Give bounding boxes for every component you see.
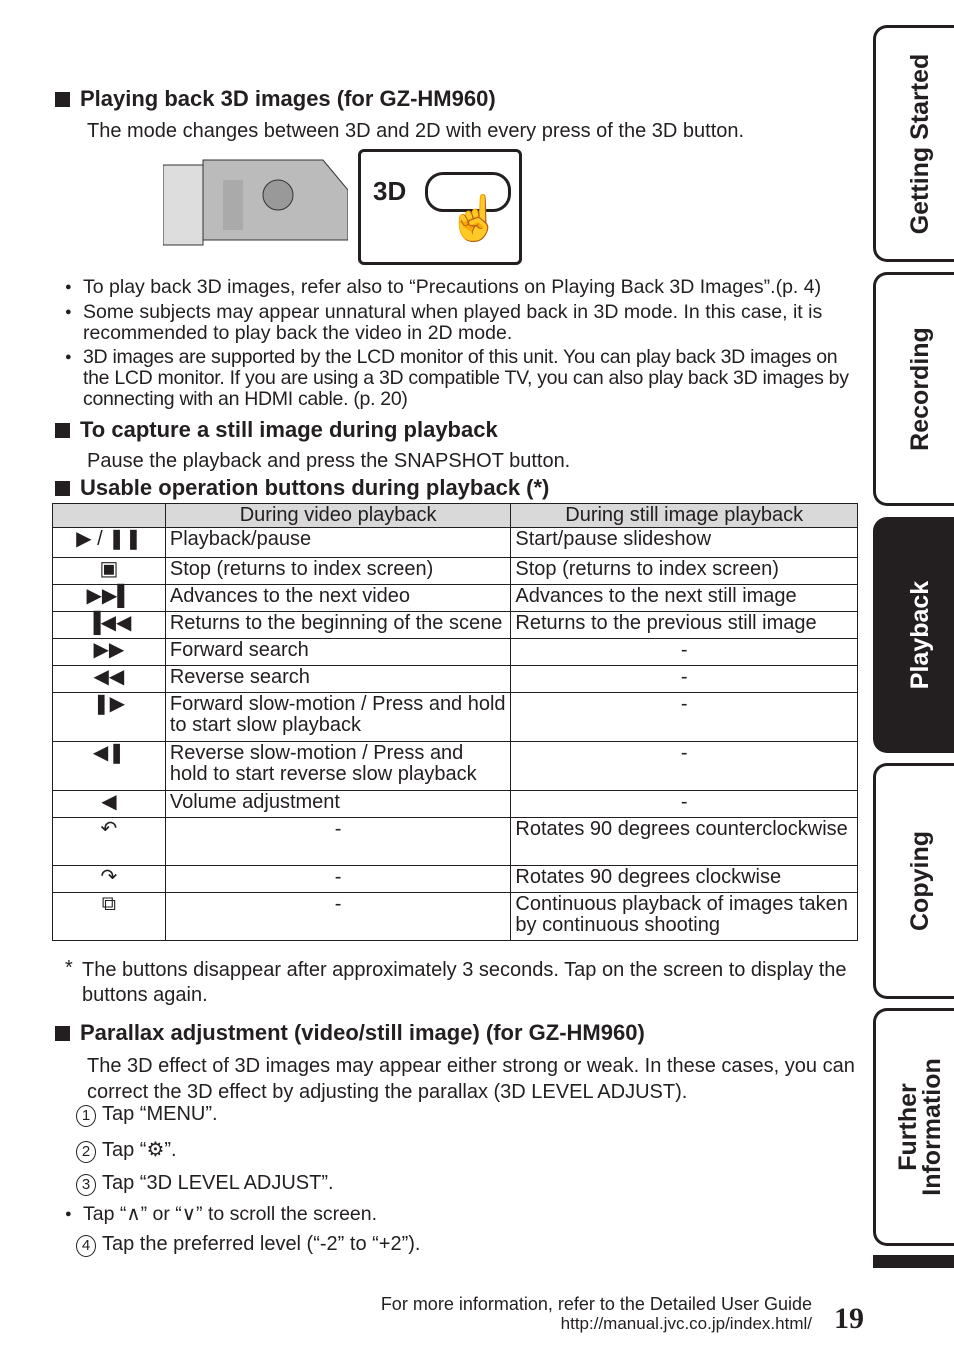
table-row [53,639,858,666]
still-cell: - [511,742,858,791]
step-text: Tap “3D LEVEL ADJUST”. [102,1172,334,1194]
heading-text: Usable operation buttons during playback (*) [80,475,550,500]
table-row [53,818,858,866]
rotate-cw-icon: ↷ [53,866,166,893]
video-cell: Reverse slow-motion / Press and hold to start reverse slow playback [165,742,511,791]
step-1 [76,1104,218,1127]
tab-label: Getting Started [905,53,934,234]
still-cell: Returns to the previous still image [511,612,858,639]
heading-text: Playing back 3D images (for GZ-HM960) [80,86,496,111]
section-heading [55,417,498,443]
continuous-playback-icon: ⧉ [53,893,166,941]
body-text: Pause the playback and press the SNAPSHOT button. [87,450,571,472]
still-cell: Rotates 90 degrees counterclockwise [511,818,858,866]
operation-buttons-table [52,503,858,941]
step-number: 4 [76,1235,96,1257]
tab-playback[interactable] [873,517,954,753]
footnote-mark: * [65,957,73,979]
column-header: During still image playback [511,504,858,528]
page-number: 19 [834,1302,864,1335]
video-cell: - [165,893,511,941]
still-cell: Advances to the next still image [511,585,858,612]
reverse-slow-icon: ◀❚ [53,742,166,791]
video-cell: - [165,818,511,866]
heading-text: Parallax adjustment (video/still image) (for GZ-HM960) [80,1020,645,1045]
bullet-item: ● 3D images are supported by the LCD monitor of this unit. You can play back 3D images on the LCD monitor. If you are using a 3D compatible TV, you can also play back 3D images by connecting with an HDMI cable. (p. 20) [83,347,858,410]
still-cell: - [511,791,858,818]
video-cell: Advances to the next video [165,585,511,612]
heading-text: To capture a still image during playback [80,417,498,442]
step-number: 3 [76,1174,96,1196]
video-cell: Returns to the beginning of the scene [165,612,511,639]
video-cell: Playback/pause [165,528,511,558]
column-header: During video playback [165,504,511,528]
table-row [53,893,858,941]
still-cell: - [511,666,858,693]
body-text: The 3D effect of 3D images may appear either strong or weak. In these cases, you can correct the 3D effect by adjusting the parallax (3D LEVEL ADJUST). [87,1055,855,1103]
next-icon: ▶▶▌ [53,585,166,612]
table-row [53,558,858,585]
footer-url[interactable]: http://manual.jvc.co.jp/index.html/ [560,1314,812,1333]
tab-label: Playback [905,580,934,690]
table-row [53,612,858,639]
tab-copying[interactable] [873,763,954,999]
tab-label: Recording [905,327,934,451]
stop-index-icon: ▣ [53,558,166,585]
volume-icon: ◀ [53,791,166,818]
section-heading [55,86,496,112]
bullet-item: ● Some subjects may appear unnatural when played back in 3D mode. In this case, it is recommended to play back the video in 2D mode. [83,302,858,344]
tab-label: Further Information [893,1058,946,1196]
table-row [53,693,858,742]
section-heading [55,475,549,501]
bullet-item: ● To play back 3D images, refer also to “Precautions on Playing Back 3D Images”.(p. 4) [83,277,858,298]
forward-search-icon: ▶▶ [53,639,166,666]
body-text: The mode changes between 3D and 2D with every press of the 3D button. [87,120,745,142]
video-cell: Volume adjustment [165,791,511,818]
still-cell: - [511,639,858,666]
tab-getting-started[interactable] [873,25,954,262]
tab-label: Copying [905,831,934,931]
3d-button-callout [358,149,522,265]
camcorder-illustration [163,150,348,250]
table-row [53,742,858,791]
bullet-item: ● Tap “∧” or “∨” to scroll the screen. [83,1204,377,1225]
step-text: Tap the preferred level (“-2” to “+2”). [102,1233,421,1255]
step-3 [76,1173,334,1196]
table-row [53,866,858,893]
forward-slow-icon: ❚▶ [53,693,166,742]
tab-bar [873,1255,954,1268]
3d-label: 3D [373,176,407,206]
video-cell: Forward slow-motion / Press and hold to start slow playback [165,693,511,742]
hand-pointer-icon: ☝ [447,194,502,243]
footer [300,1294,812,1334]
table-row [53,528,858,558]
play-pause-icon: ▶ / ❚❚ [53,528,166,558]
still-cell: Start/pause slideshow [511,528,858,558]
table-header [53,504,858,528]
reverse-search-icon: ◀◀ [53,666,166,693]
step-2 [76,1140,177,1163]
tab-further-information[interactable] [873,1008,954,1246]
video-cell: Reverse search [165,666,511,693]
step-4 [76,1234,420,1257]
still-cell: Continuous playback of images taken by continuous shooting [511,893,858,941]
previous-icon: ▐◀◀ [53,612,166,639]
table-row [53,666,858,693]
footnote: The buttons disappear after approximately 3 seconds. Tap on the screen to display the buttons again. [82,959,847,1006]
step-text: Tap “⚙”. [102,1139,177,1161]
tab-recording[interactable] [873,272,954,506]
still-cell: Stop (returns to index screen) [511,558,858,585]
step-number: 2 [76,1141,96,1163]
rotate-ccw-icon: ↶ [53,818,166,866]
step-number: 1 [76,1105,96,1127]
video-cell: Stop (returns to index screen) [165,558,511,585]
step-text: Tap “MENU”. [102,1103,218,1125]
footer-text: For more information, refer to the Detailed User Guide [380,1294,812,1314]
still-cell: - [511,693,858,742]
video-cell: - [165,866,511,893]
section-heading [55,1020,645,1046]
still-cell: Rotates 90 degrees clockwise [511,866,858,893]
table-row [53,585,858,612]
video-cell: Forward search [165,639,511,666]
table-row [53,791,858,818]
